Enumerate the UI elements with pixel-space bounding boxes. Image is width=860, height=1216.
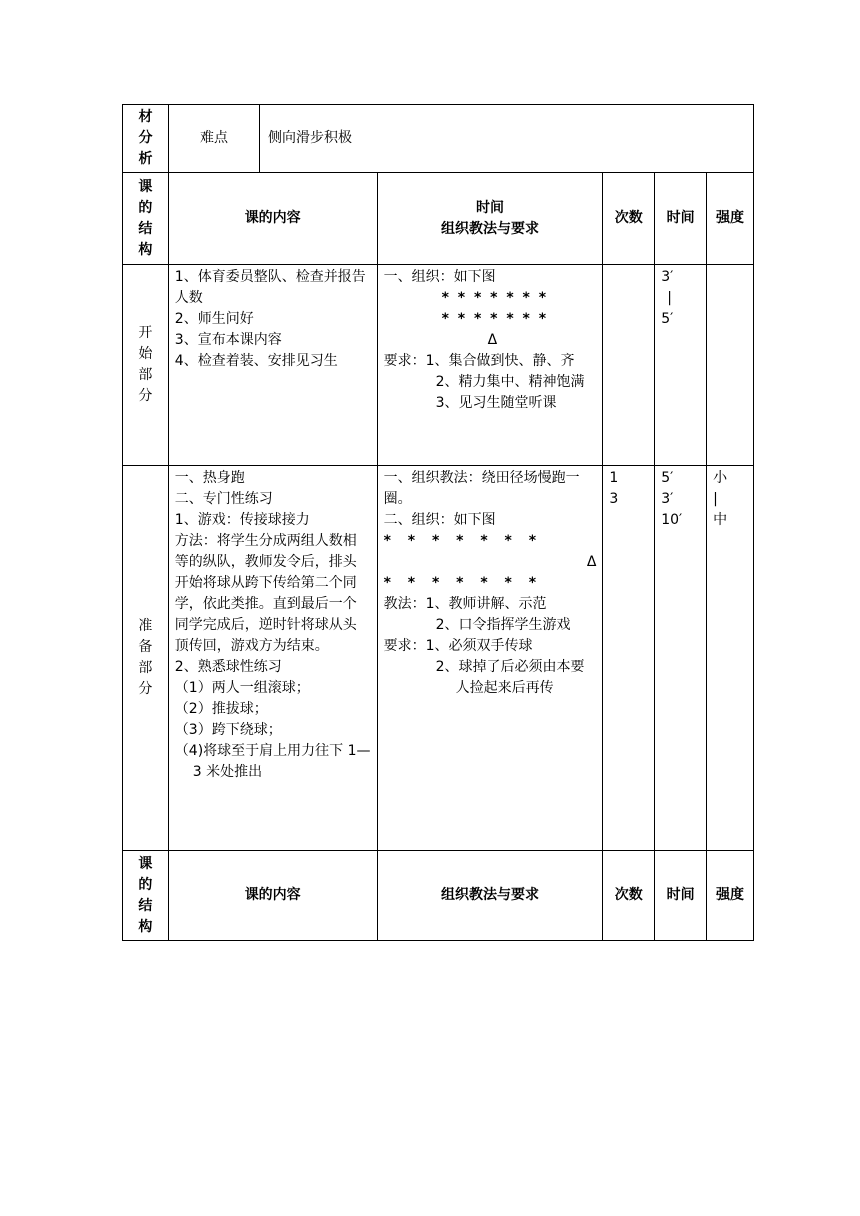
- prep-content-line: （4)将球至于肩上用力往下 1—3 米处推出: [174, 743, 371, 780]
- start-section-title: 开始部分: [138, 325, 153, 404]
- structure-header: [123, 173, 169, 265]
- start-section-row: [123, 265, 754, 466]
- prep-section-title-cell: [123, 466, 169, 851]
- footer-header-row: [123, 851, 754, 941]
- prep-content-line: （1）两人一组滚球；: [174, 680, 310, 696]
- footer-org-header: [377, 851, 603, 941]
- count-header: [603, 173, 655, 265]
- prep-org-line: 要求：1、必须双手传球: [383, 638, 533, 654]
- prep-org-line: 二、组织：如下图: [383, 512, 496, 528]
- structure-header-label: 课的结构: [138, 178, 153, 258]
- start-org-line: 3、见习生随堂听课: [435, 395, 557, 411]
- prep-intensity-separator: |: [713, 491, 718, 507]
- prep-content-line: 一、热身跑: [174, 470, 245, 486]
- start-content-line: 2、师生问好: [174, 311, 254, 327]
- start-org-line: 2、精力集中、精神饱满: [435, 374, 585, 390]
- prep-section-org-cell: [377, 466, 603, 851]
- teacher-triangle-icon: Δ: [586, 554, 597, 570]
- prep-content-line: 二、专门性练习: [174, 491, 273, 507]
- prep-section-time-cell: [655, 466, 707, 851]
- footer-time-header: [655, 851, 707, 941]
- prep-content-line: 方法：将学生分成两组人数相: [174, 533, 357, 549]
- start-section-count-cell: [603, 265, 655, 466]
- footer-intensity-label: 强度: [716, 887, 745, 903]
- prep-intensity-value: 中: [713, 512, 728, 528]
- prep-content-line: （2）推拔球；: [174, 701, 268, 717]
- footer-time-label: 时间: [666, 887, 695, 903]
- intensity-header: [707, 173, 754, 265]
- prep-section-row: [123, 466, 754, 851]
- prep-intensity-value: 小: [713, 470, 728, 486]
- footer-intensity-header: [707, 851, 754, 941]
- prep-org-line: 2、口令指挥学生游戏: [435, 617, 571, 633]
- start-org-line: 一、组织：如下图: [383, 269, 496, 285]
- start-org-line: 要求：1、集合做到快、静、齐: [383, 353, 575, 369]
- prep-formation-stars-row1: * * * * * * *: [383, 533, 537, 549]
- start-content-line: 1、体育委员整队、检查并报告人数: [174, 269, 366, 306]
- footer-structure-label: 课的结构: [138, 855, 153, 935]
- difficulty-label-cell: [169, 105, 260, 173]
- prep-org-line: 2、球掉了后必须由本要人捡起来后再传: [435, 659, 585, 696]
- prep-section-title: 准备部分: [138, 618, 153, 697]
- org-header-label: 组织教法与要求: [440, 220, 539, 237]
- start-time-separator: |: [667, 290, 672, 306]
- prep-time-value: 3′: [661, 491, 674, 507]
- start-section-org-cell: [377, 265, 603, 466]
- org-header-time-label: 时间: [475, 199, 504, 216]
- header-row: [123, 173, 754, 265]
- prep-org-line: 教法：1、教师讲解、示范: [383, 596, 547, 612]
- count-header-label: 次数: [614, 210, 643, 226]
- start-section-intensity-cell: [707, 265, 754, 466]
- prep-time-value: 5′: [661, 470, 674, 486]
- footer-content-header: [168, 851, 377, 941]
- start-section-content-cell: [168, 265, 377, 466]
- prep-content-line: 2、熟悉球性练习: [174, 659, 282, 675]
- intensity-header-label: 强度: [716, 210, 745, 226]
- start-content-line: 4、检查着装、安排见习生: [174, 353, 338, 369]
- difficulty-table: [122, 104, 754, 173]
- material-analysis-header: [123, 105, 169, 173]
- prep-content-line: 等的纵队，教师发令后，排头开始将球从跨下传给第二个同学，依此类推。直到最后一个同学完成后，逆时针将球从头顶传回，游戏方为结束。: [174, 554, 357, 654]
- prep-count-value: 3: [609, 491, 619, 507]
- prep-content-line: 1、游戏：传接球接力: [174, 512, 310, 528]
- start-time-value: 5′: [661, 311, 674, 327]
- content-header: [168, 173, 377, 265]
- prep-section-intensity-cell: [707, 466, 754, 851]
- prep-section-content-cell: [168, 466, 377, 851]
- footer-org-label: 组织教法与要求: [440, 887, 539, 903]
- difficulty-content-cell: [260, 105, 754, 173]
- footer-content-label: 课的内容: [244, 887, 301, 903]
- time-header-label: 时间: [666, 210, 695, 226]
- prep-content-line: （3）跨下绕球；: [174, 722, 282, 738]
- start-formation-stars-row2: * * * * * * *: [441, 311, 549, 327]
- difficulty-label: 难点: [200, 130, 228, 146]
- prep-formation-stars-row2: * * * * * * *: [383, 575, 537, 591]
- teacher-triangle-icon: Δ: [487, 332, 498, 348]
- start-formation-stars-row1: * * * * * * *: [441, 290, 549, 306]
- prep-count-value: 1: [609, 470, 619, 486]
- prep-section-count-cell: [603, 466, 655, 851]
- time-header: [655, 173, 707, 265]
- content-header-label: 课的内容: [244, 210, 301, 226]
- prep-org-line: 一、组织教法：绕田径场慢跑一圈。: [383, 470, 580, 507]
- difficulty-content: 侧向滑步积极: [268, 130, 352, 146]
- org-header: [377, 173, 603, 265]
- start-section-title-cell: [123, 265, 169, 466]
- material-analysis-label: 材分析: [138, 109, 153, 167]
- start-section-time-cell: [655, 265, 707, 466]
- footer-count-label: 次数: [614, 887, 643, 903]
- lesson-structure-table: [122, 172, 754, 941]
- prep-time-value: 10′: [661, 512, 683, 528]
- start-content-line: 3、宣布本课内容: [174, 332, 282, 348]
- footer-structure-header: [123, 851, 169, 941]
- footer-count-header: [603, 851, 655, 941]
- start-time-value: 3′: [661, 269, 674, 285]
